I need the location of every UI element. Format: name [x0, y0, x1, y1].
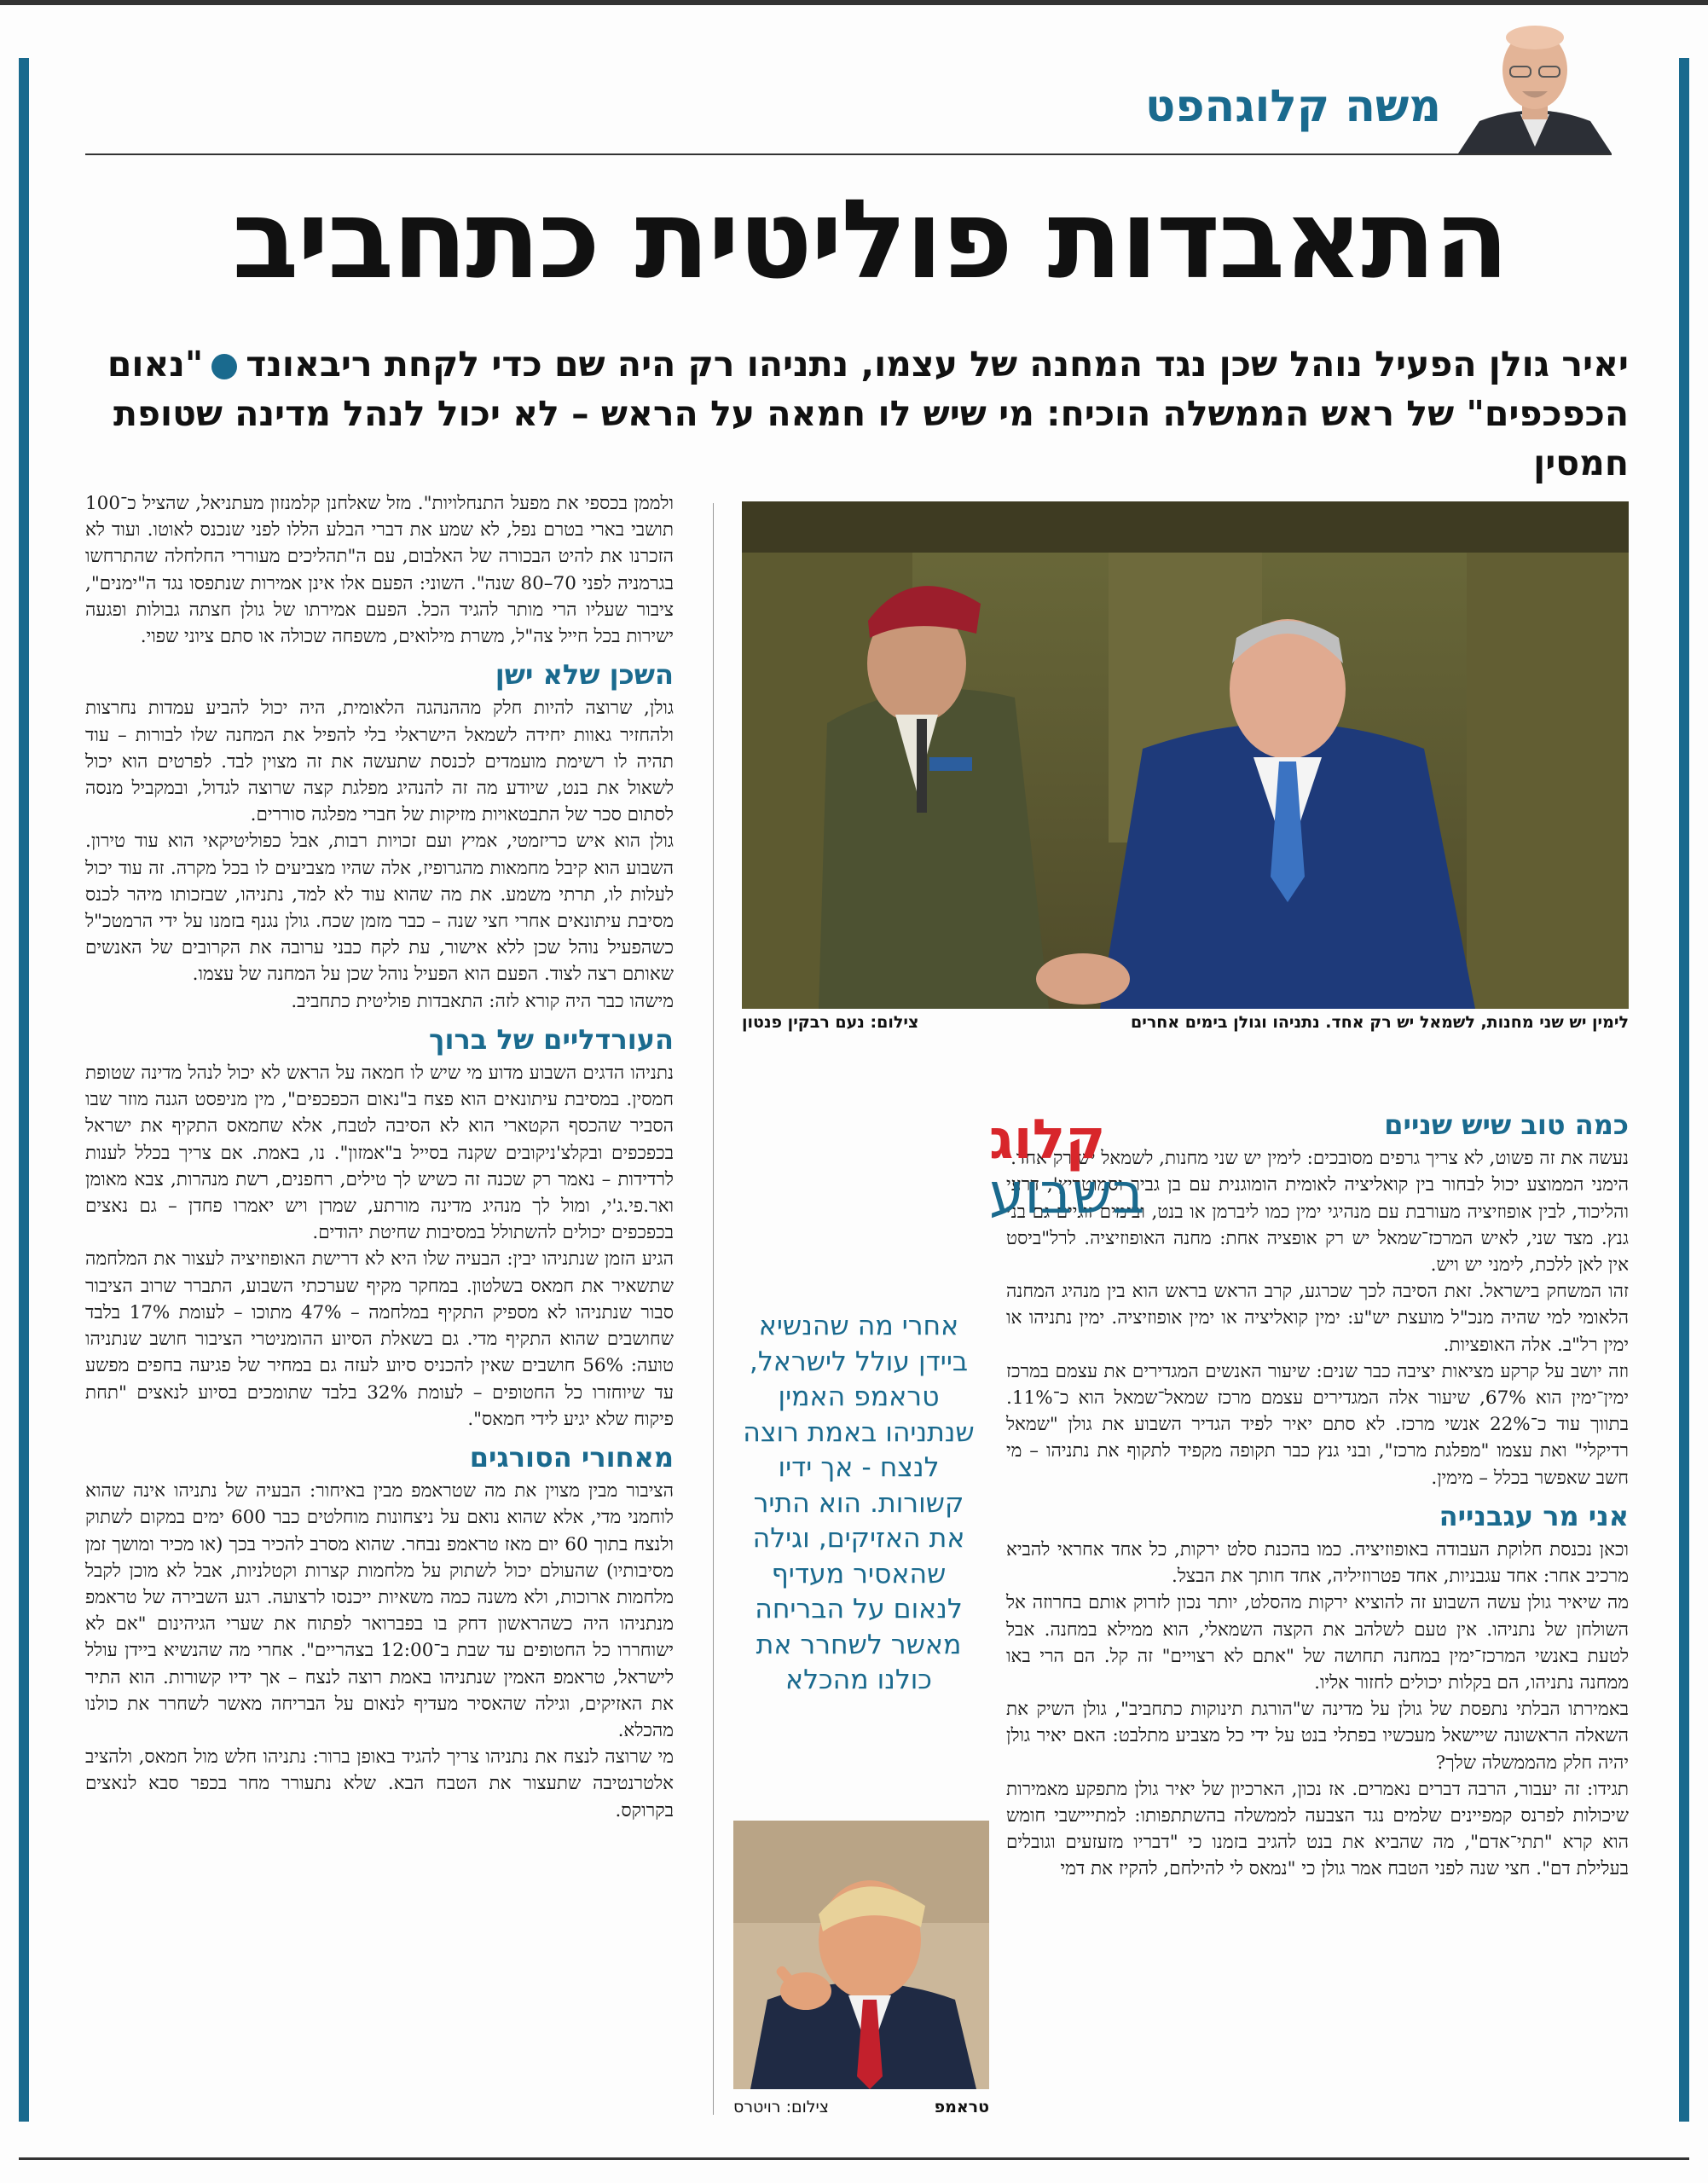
paragraph: מה שיאיר גולן עשה השבוע זה להוציא ירקות מהסלט, יותר נכון לזרוק אותם בחרוזה אל השולחן של נתניהו. אין טעם לשלהב את הקצה השמאלי, הוא ממילא במחנה. אבל לטעת באנשי המרכז־ימין במחנה תחושה של "אתם לא רצויים" זה קל. הם הרי באו ממחנה נתניהו, הם בקלות יכולים לחזור אליו.: [1006, 1592, 1629, 1694]
paragraph: גולן, שרוצה להיות חלק מההנהגה הלאומית, היה יכול להביע עמדות נחרצות ולהחזיר גאוות יחידה לשמאל הישראלי בלי להפיל את המחנה שלו לבורות – עוד תהיה לו רשימת מועמדים לכנסת שתעשה את זה מצוין לבד. לפרטים הוא יכול לשאול את בנט, שיודע מה זה להנהיג מפלגת קצה שרוצה לגדול, ובמקביל מנסה לסתום סכר של התבטאויות מזיקות של חברי מפלגה סוררים.: [85, 698, 674, 826]
paragraph: נתניהו הדגים השבוע מדוע מי שיש לו חמאה על הראש לא יכול לנהל מדינה שטופת חמסין. במסיבת עיתונאים הוא פצח ב"נאום הכפכפים", מין מניפסט הגנה מוזר שבו הסביר שהכסף הקטארי הוא לא הסיבה לטבח, אלא שחמאס התקיף את ישראל בכפכפים ובקלצ'ניקובים שקנה בסייל ב"אמזון". נו, באמת. אם צריך בכלל לענות לרדידות – נאמר רק שכנה זה כשיש לך טילים, רחפנים, רשת מנהרות, צבא מאומן ואר.פי.ג'י, ומול לך מנהיג מדינה מורתע, שמרן ויש יאמרו פחדן – גם נאצים בכפכפים יכולים להשתולל במסיבות שחיטת יהודים.: [85, 1063, 674, 1244]
right-frame-bar: [1679, 58, 1689, 2122]
paragraph: וזה יושב על קרקע מציאות יציבה כבר שנים: שיעור האנשים המגדירים את עצמם במרכז ימין־ימין הוא 67%, שיעור אלה המגדירים עצמם מרכז שמאל־שמאל הוא כ־11%. בתווך עוד כ־22% אנשי מרכז. לא סתם יאיר לפיד הגדיר השבוע את גולן "שמאל רדיקלי" ואת עצמו "מפלגת מרכז", ובני גנץ כבר תקופה מקפיד לתקוף את נתניהו – מי חשב שאפשר בכלל – מימין.: [1006, 1360, 1630, 1489]
main-photo-credit: צילום: נעם רבקין פנטון: [742, 1013, 919, 1032]
subheadline-part-1: יאיר גולן הפעיל נוהל שכן נגד המחנה של עצמו, נתניהו רק היה שם כדי לקחת ריבאונד: [246, 344, 1629, 385]
main-photo-caption-text: לימין יש שני מחנות, לשמאל יש רק אחד. נתניהו וגולן בימים אחרים: [1131, 1013, 1629, 1032]
logo-line-1: קלוג: [989, 1109, 1106, 1172]
trump-photo-name: טראמפ: [934, 2098, 989, 2116]
bullet-dot-icon: [211, 354, 237, 379]
author-name: משה קלוגהפט: [1145, 81, 1441, 132]
subheading-two-is-good: כמה טוב שיש שניים: [1384, 1109, 1629, 1141]
main-photo-caption: [742, 1013, 1629, 1032]
author-photo: [1454, 19, 1616, 153]
paragraph: גולן הוא איש כריזמטי, אמיץ ועם זכויות רבות, אבל כפוליטיקאי הוא עוד טירון. השבוע הוא קיבל מחמאות מהגרופיז, אלה שהיו מצביעים לו בכל מקרה. זה עוד יכול לעלות לו, תרתי משמע. את מה שהוא עוד לא למד, נתניהו, שבזכותו מיהר לכנס מסיבת עיתונאים אחרי חצי שנה – כבר מזמן שכח. גולן נגנף בזמנו על ידי הרמטכ"ל כשהפעיל נוהל שכן ללא אישור, עת לקח כבני ערובה את הקרובים של האנשים שאותם רצה לצוד. הפעם הוא הפעיל נוהל שכן על המחנה של עצמו.: [85, 831, 674, 986]
bottom-rule: [19, 2157, 1689, 2160]
main-photo-netanyahu-golan: [742, 501, 1629, 1009]
paragraph: באמירתו הבלתי נתפסת של גולן על מדינה ש"הורגת תינוקות כתחביב", גולן השיק את השאלה הראשונה שיישאל מעכשיו בפתלי בנט על ידי כל מצביע מתלבט: האם יאיר גולן יהיה חלק מהממשלה שלך?: [1006, 1699, 1629, 1774]
pull-quote: אחרי מה שהנשיא ביידן עולל לישראל, טראמפ האמין שנתניהו באמת רוצה לנצח - אך ידיו קשורות. הוא התיר את האזיקים, וגילה שהאסיר מעדיף לנאום על הבריחה מאשר לשחרר את כולנו מהכלא: [743, 1311, 975, 1695]
paragraph: הימני הממוצע יכול לבחור בין קואליציה לאומית הומוגנית עם בן גביר וסמוטריץ', דרעי והליכוד, לבין אופוזיציה מעורבת עם מנהיגי ימין כמו ליברמן או בנט, ובימים זוגיים גם בני גנץ. מצד שני, לאיש המרכז־שמאל יש רק אופציה אחת: מחנה האופוזיציה. לרל"ביסט אין לאן ללכת, לימני יש ויש.: [1006, 1174, 1629, 1277]
paragraph: זהו המשחק בישראל. זאת הסיבה לכך שכרגע, קרב הראש בראש הוא בין מנהיג המחנה הלאומי למי שהיה מנכ"ל מועצת יש"ע: ימין קואליציה או ימין אופוזיציה. ימין נתניהו או ימין רל"ב. אלה האופציות.: [1006, 1281, 1629, 1356]
paragraph: וכאן נכנסת חלוקת העבודה באופוזיציה. כמו בהכנת סלט ירקות, כל אחד אחראי להביא מרכיב אחר: אחד עגבניות, אחד פטרוזיליה, אחד חותך את הבצל.: [1006, 1539, 1629, 1588]
logo-line-2: בשבוע: [989, 1161, 1145, 1226]
paragraph: הגיע הזמן שנתניהו יבין: הבעיה שלו היא לא דרישת האופוזיציה לעצור את המלחמה שתשאיר את חמאס בשלטון. במחקר מקיף שערכתי השבוע, התברר שרוב הציבור סבור שנתניהו לא מספיק התקיף במלחמה – 47% מתוכו – לעומת 17% בלבד שחושבים שהוא התקיף מדי. גם בשאלת הסיוע ההומניטרי הציבור חושב שנתניהו טועה: 56% חושבים שאין להכניס סיוע לעזה גם במחיר של פגיעה בחפים מפשע עד שיוחזרו כל החטופים – לעומת 32% בלבד שתומכים בסיוע לנאצים "תחת פיקוח שלא יגיע לידי חמאס".: [85, 1248, 674, 1430]
left-frame-bar: [19, 58, 29, 2122]
subheadline-part-2: "נאום הכפכפים" של ראש הממשלה הוכיח: מי שיש לו חמאה על הראש – לא יכול לנהל מדינה שטופת חמסין: [107, 344, 1629, 484]
klug-bashavua-logo: [742, 1109, 1145, 1226]
paragraph: מישהו כבר היה קורא לזה: התאבדות פוליטית כתחביב.: [291, 990, 674, 1012]
top-rule: [0, 0, 1708, 5]
left-article-column: [85, 490, 674, 1824]
column-divider: [713, 503, 714, 2115]
subheadline: [102, 339, 1629, 488]
subheading-sleepless-neighbor: השכן שלא ישן: [495, 658, 674, 692]
paragraph: תגידו: זה יעבור, הרבה דברים נאמרים. אז נכון, הארכיון של יאיר גולן מתפקע מאמירות שיכולות לפרנס קמפיינים שלמים נגד הצבעה לממשלה בהשתתפותו: למתייישבי חומש הוא קרא "תתי־אדם", מה שהביא את בנט להגיב בזמנו כי "דבריו מזעזעים וגובלים בעלילת דם". חצי שנה לפני הטבח אמר גולן כי "נמאס לי להילחם, להקיז את דמי: [1006, 1778, 1629, 1880]
paragraph: הציבור מבין מצוין את מה שטראמפ מבין באיחור: הבעיה של נתניהו אינה שהוא לוחמני מדי, אלא שהוא נואם על ניצחונות מוחלטים כבר 600 ימים במקום לשתוק ולנצח בתוך 60 יום מאז טראמפ נבחר. שהוא מסרב להכיר בכך (או מכיר ומושך זמן מסיבותיו) שהעולם יכול לשתוק על מלחמות קצרות וקטלניות, אבל לא מוכן לקבל מלחמות ארוכות, ולא משנה כמה משאיות ייכנסו לרצועה. רגע השבירה של טראמפ מנתניהו היה כשהראשון דחק בו בפברואר לפתוח את שערי הגיהינום "אם לא ישוחררו כל החטופים עד שבת ב־12:00 בצהריים". אחרי מה שהנשיא ביידן עולל לישראל, טראמפ האמין שנתניהו באמת רוצה לנצח – אך ידיו קשורות. הוא התיר את האזיקים, וגילה שהאסיר מעדיף לנאום על הבריחה מאשר לשחרר את כולנו מהכלא.: [85, 1480, 674, 1741]
paragraph: מי שרוצה לנצח את נתניהו צריך להגיד באופן ברור: נתניהו חלש מול חמאס, ולהציב אלטרנטיבה שתעצור את הטבח הבא. שלא נתעורר מחר בכפר סבא לנאצים בקרוקס.: [85, 1746, 674, 1821]
subheading-behind-bars: מאחורי הסורגים: [469, 1440, 674, 1474]
paragraph: נעשה את זה פשוט, לא צריך גרפים מסובכים: לימין יש שני מחנות, לשמאל יש רק אחד.: [1010, 1148, 1629, 1170]
trump-photo: [733, 1821, 989, 2089]
subheading-baruch: העורדליים של ברוך: [429, 1022, 674, 1056]
trump-photo-credit: צילום: רויטרס: [733, 2098, 830, 2116]
headline: התאבדות פוליטית כתחביב: [232, 177, 1508, 304]
subheading-mr-tomato: אני מר עגבנייה: [1439, 1499, 1629, 1532]
header-rule: [85, 153, 1612, 155]
paragraph: ולממן בכספי את מפעל התנחלויות". מזל שאלחנן קלמנזון מעתניאל, שהציל כ־100 תושבי בארי בטרם נפל, לא שמע את דברי הבלע הללו לפני שנכנס לאוטו. ועוד לא הזכרנו את להיט הבכורה של האלבום, עם ה"תהליכים מעוררי החלחלה שהתרחשו בגרמניה לפני 70–80 שנה". השוני: הפעם אלו אינן אמירות שנתפסו נגד ה"ימנים", ציבור שעליו הרי מותר להגיד הכל. הפעם אמירתו של גולן חצתה גבולות ופגעה ישירות בכל חייל צה"ל, משרת מילואים, משפחה שכולה או סתם ציוני שפוי.: [85, 493, 674, 648]
